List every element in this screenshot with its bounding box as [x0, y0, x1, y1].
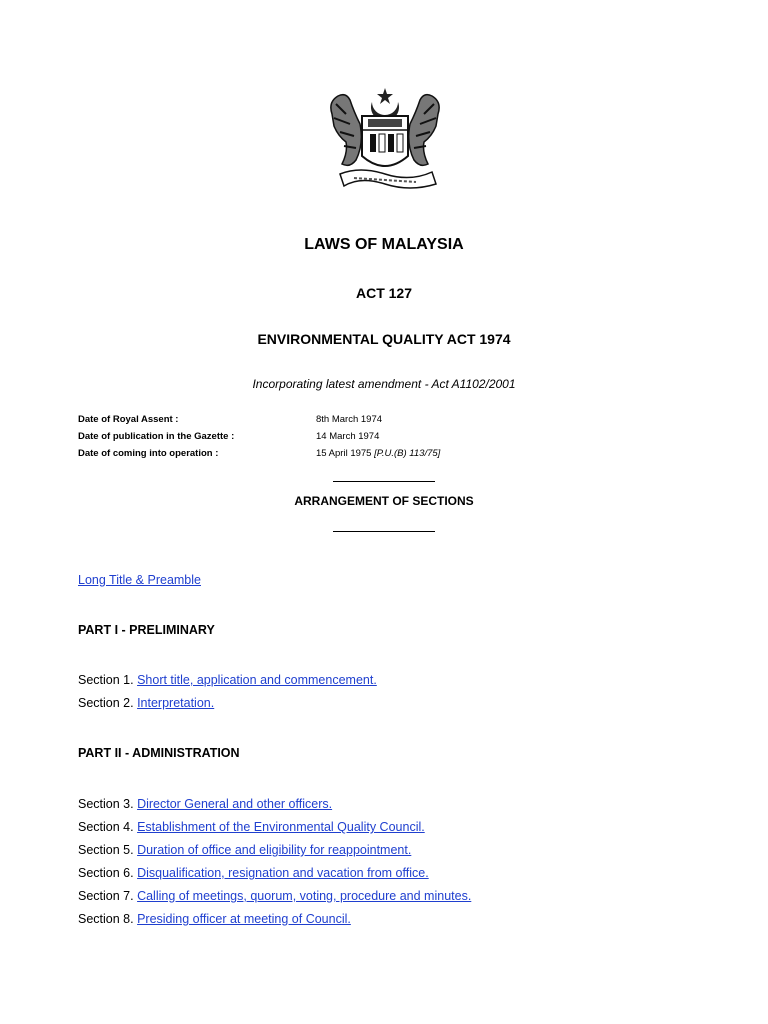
section-row [78, 673, 377, 687]
arrangement-heading: ARRANGEMENT OF SECTIONS [294, 494, 474, 508]
coat-of-arms-emblem [320, 84, 450, 194]
date-row-publication [78, 431, 678, 445]
date-value-wrapper [316, 448, 440, 459]
section-link[interactable]: Duration of office and eligibility for reappointment. [137, 843, 412, 857]
section-row [78, 696, 214, 710]
laws-of-malaysia-title: LAWS OF MALAYSIA [304, 236, 464, 253]
section-row [78, 797, 332, 811]
section-prefix: Section 2. [78, 696, 138, 710]
section-row [78, 820, 425, 834]
long-title-link-wrapper [78, 573, 201, 587]
divider-top [333, 481, 435, 482]
section-prefix: Section 1. [78, 673, 138, 687]
section-prefix: Section 4. [78, 820, 138, 834]
section-row [78, 843, 411, 857]
date-value: 15 April 1975 [316, 448, 375, 459]
act-number: ACT 127 [355, 285, 413, 301]
section-link[interactable]: Director General and other officers. [137, 797, 333, 811]
date-row-coming-into-operation [78, 448, 678, 462]
section-link[interactable]: Interpretation. [137, 696, 215, 710]
date-row-royal-assent [78, 414, 678, 428]
gazette-reference: [P.U.(B) 113/75] [374, 448, 441, 459]
section-row [78, 866, 429, 880]
long-title-link[interactable]: Long Title & Preamble [78, 573, 201, 587]
part-heading-administration: PART II - ADMINISTRATION [78, 746, 240, 760]
date-label: Date of Royal Assent : [78, 414, 179, 425]
date-value: 8th March 1974 [316, 414, 383, 425]
date-label: Date of publication in the Gazette : [78, 431, 235, 442]
section-prefix: Section 7. [78, 889, 138, 903]
section-link[interactable]: Disqualification, resignation and vacation from office. [137, 866, 429, 880]
section-link[interactable]: Short title, application and commencement. [137, 673, 377, 687]
section-link[interactable]: Presiding officer at meeting of Council. [137, 912, 351, 926]
section-row [78, 889, 471, 903]
section-prefix: Section 6. [78, 866, 138, 880]
section-row [78, 912, 351, 926]
section-prefix: Section 5. [78, 843, 138, 857]
amendment-note: Incorporating latest amendment - Act A1102/2001 [252, 377, 516, 391]
act-name-title: ENVIRONMENTAL QUALITY ACT 1974 [257, 331, 511, 347]
section-link[interactable]: Calling of meetings, quorum, voting, procedure and minutes. [137, 889, 472, 903]
section-prefix: Section 3. [78, 797, 138, 811]
date-label: Date of coming into operation : [78, 448, 219, 459]
section-link[interactable]: Establishment of the Environmental Quality Council. [137, 820, 425, 834]
section-prefix: Section 8. [78, 912, 138, 926]
divider-bottom [333, 531, 435, 532]
part-heading-preliminary: PART I - PRELIMINARY [78, 623, 215, 637]
date-value: 14 March 1974 [316, 431, 380, 442]
